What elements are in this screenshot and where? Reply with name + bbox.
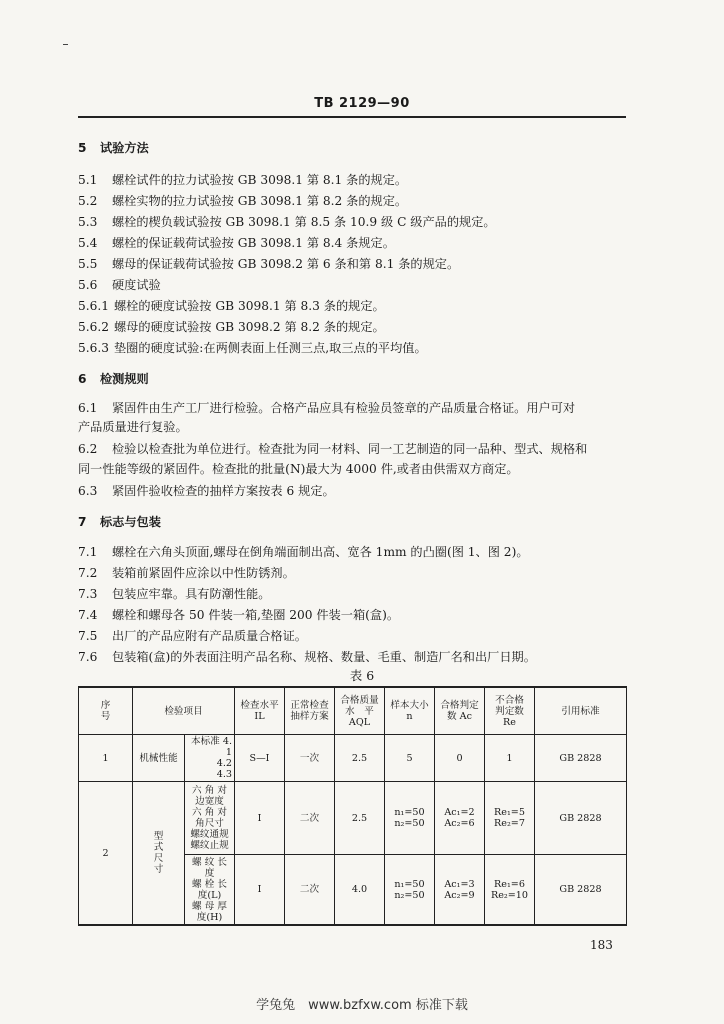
clause-number: 7.3 xyxy=(78,587,98,601)
cell-sample-size: n₁=50 n₂=50 xyxy=(385,782,435,855)
table-row xyxy=(79,735,627,782)
section-title: 试验方法 xyxy=(100,141,149,155)
clause-number: 5.3 xyxy=(78,215,98,229)
clause-text: 螺栓和螺母各 50 件装一箱,垫圈 200 件装一箱(盒)。 xyxy=(112,608,400,622)
cell-item: 机械性能 xyxy=(133,735,185,782)
clause-7-6 xyxy=(78,649,630,665)
cell-sub-item: 六 角 对 边宽度 六 角 对 角尺寸 螺纹通规 螺纹止规 xyxy=(185,782,235,855)
cell-il: S—I xyxy=(235,735,285,782)
clause-number: 5.5 xyxy=(78,257,98,271)
clause-text: 硬度试验 xyxy=(112,278,161,292)
clause-number: 7.4 xyxy=(78,608,98,622)
clause-7-4 xyxy=(78,607,630,623)
cell-aql: 2.5 xyxy=(335,782,385,855)
clause-5-2 xyxy=(78,193,630,209)
clause-number: 5.6.2 xyxy=(78,320,110,334)
clause-6-2-continued xyxy=(78,461,630,477)
clause-number: 5.2 xyxy=(78,194,98,208)
header-reference: 引用标准 xyxy=(535,687,627,735)
clause-number: 6.1 xyxy=(78,401,98,415)
clause-6-1 xyxy=(78,400,630,416)
cell-sample-size: n₁=50 n₂=50 xyxy=(385,855,435,926)
cell-accept: Ac₁=3 Ac₂=9 xyxy=(435,855,485,926)
clause-7-5 xyxy=(78,628,630,644)
cell-reject: Re₁=6 Re₂=10 xyxy=(485,855,535,926)
clause-text: 产品质量进行复验。 xyxy=(78,420,188,434)
clause-text: 螺栓的硬度试验按 GB 3098.1 第 8.3 条的规定。 xyxy=(114,299,385,313)
cell-sample-size: 5 xyxy=(385,735,435,782)
header-rule xyxy=(78,116,626,118)
clause-6-1-continued xyxy=(78,419,630,435)
clause-5-6-2 xyxy=(78,319,630,335)
header-item: 检验项目 xyxy=(133,687,235,735)
clause-6-3 xyxy=(78,483,630,499)
table-header-row xyxy=(79,687,627,735)
clause-number: 6.2 xyxy=(78,442,98,456)
cell-aql: 4.0 xyxy=(335,855,385,926)
clause-text: 出厂的产品应附有产品质量合格证。 xyxy=(112,629,307,643)
cell-plan: 二次 xyxy=(285,855,335,926)
clause-text: 螺栓试件的拉力试验按 GB 3098.1 第 8.1 条的规定。 xyxy=(112,173,408,187)
cell-seq: 1 xyxy=(79,735,133,782)
header-seq: 序 号 xyxy=(79,687,133,735)
cell-item: 型 式 尺 寸 xyxy=(133,782,185,926)
cell-plan: 二次 xyxy=(285,782,335,855)
clause-number: 7.1 xyxy=(78,545,98,559)
cell-plan: 一次 xyxy=(285,735,335,782)
section-number: 6 xyxy=(78,372,87,386)
cell-il: I xyxy=(235,855,285,926)
clause-text: 检验以检查批为单位进行。检查批为同一材料、同一工艺制造的同一品种、型式、规格和 xyxy=(112,442,588,456)
clause-text: 紧固件由生产工厂进行检验。合格产品应具有检验员签章的产品质量合格证。用户可对 xyxy=(112,401,576,415)
clause-text: 包装应牢靠。具有防潮性能。 xyxy=(112,587,271,601)
clause-number: 5.1 xyxy=(78,173,98,187)
clause-text: 螺栓的保证载荷试验按 GB 3098.1 第 8.4 条规定。 xyxy=(112,236,395,250)
cell-reject: 1 xyxy=(485,735,535,782)
header-accept: 合格判定 数 Ac xyxy=(435,687,485,735)
scan-mark xyxy=(63,44,68,45)
clause-6-2 xyxy=(78,441,630,457)
clause-5-6-3 xyxy=(78,340,630,356)
footer-watermark: 学兔兔 www.bzfxw.com 标准下载 xyxy=(256,998,468,1013)
clause-5-6 xyxy=(78,277,630,293)
section-7-heading xyxy=(78,514,630,530)
clause-5-4 xyxy=(78,235,630,251)
clause-7-3 xyxy=(78,586,630,602)
header-aql: 合格质量 水 平 AQL xyxy=(335,687,385,735)
clause-text: 紧固件验收检查的抽样方案按表 6 规定。 xyxy=(112,484,335,498)
cell-sub-item: 螺 纹 长 度 螺 栓 长 度(L) 螺 母 厚 度(H) xyxy=(185,855,235,926)
clause-text: 螺栓的楔负载试验按 GB 3098.1 第 8.5 条 10.9 级 C 级产品的规定。 xyxy=(112,215,496,229)
clause-text: 同一性能等级的紧固件。检查批的批量(N)最大为 4000 件,或者由供需双方商定。 xyxy=(78,462,519,476)
clause-number: 7.6 xyxy=(78,650,98,664)
cell-reference: GB 2828 xyxy=(535,855,627,926)
clause-7-2 xyxy=(78,565,630,581)
section-5-heading xyxy=(78,140,630,156)
section-number: 5 xyxy=(78,141,87,155)
cell-reference: GB 2828 xyxy=(535,782,627,855)
clause-text: 螺栓实物的拉力试验按 GB 3098.1 第 8.2 条的规定。 xyxy=(112,194,408,208)
cell-accept: Ac₁=2 Ac₂=6 xyxy=(435,782,485,855)
clause-5-5 xyxy=(78,256,630,272)
cell-il: I xyxy=(235,782,285,855)
cell-accept: 0 xyxy=(435,735,485,782)
clause-7-1 xyxy=(78,544,630,560)
cell-sub-item: 本标准 4.1 4.2 4.3 xyxy=(185,735,235,782)
section-title: 标志与包装 xyxy=(100,515,161,529)
header-il: 检查水平 IL xyxy=(235,687,285,735)
section-6-heading xyxy=(78,371,630,387)
cell-aql: 2.5 xyxy=(335,735,385,782)
clause-number: 5.6 xyxy=(78,278,98,292)
clause-text: 包装箱(盒)的外表面注明产品名称、规格、数量、毛重、制造厂名和出厂日期。 xyxy=(112,650,536,664)
clause-text: 垫圈的硬度试验:在两侧表面上任测三点,取三点的平均值。 xyxy=(114,341,427,355)
clause-number: 5.4 xyxy=(78,236,98,250)
clause-number: 7.5 xyxy=(78,629,98,643)
clause-text: 螺母的保证载荷试验按 GB 3098.2 第 6 条和第 8.1 条的规定。 xyxy=(112,257,460,271)
clause-5-6-1 xyxy=(78,298,630,314)
clause-text: 螺栓在六角头顶面,螺母在倒角端面制出高、宽各 1mm 的凸圈(图 1、图 2)。 xyxy=(112,545,529,559)
clause-number: 5.6.3 xyxy=(78,341,110,355)
header-reject: 不合格 判定数 Re xyxy=(485,687,535,735)
clause-5-1 xyxy=(78,172,630,188)
clause-number: 5.6.1 xyxy=(78,299,110,313)
section-number: 7 xyxy=(78,515,87,529)
header-plan: 正常检查 抽样方案 xyxy=(285,687,335,735)
header-sample-size: 样本大小 n xyxy=(385,687,435,735)
clause-number: 6.3 xyxy=(78,484,98,498)
clause-text: 螺母的硬度试验按 GB 3098.2 第 8.2 条的规定。 xyxy=(114,320,385,334)
clause-5-3 xyxy=(78,214,630,230)
table-caption: 表 6 xyxy=(349,668,375,683)
inspection-table xyxy=(78,686,627,926)
standard-number: TB 2129—90 xyxy=(314,96,410,111)
table-row xyxy=(79,782,627,855)
clause-text: 装箱前紧固件应涂以中性防锈剂。 xyxy=(112,566,295,580)
cell-reference: GB 2828 xyxy=(535,735,627,782)
cell-seq: 2 xyxy=(79,782,133,926)
cell-reject: Re₁=5 Re₂=7 xyxy=(485,782,535,855)
section-title: 检测规则 xyxy=(100,372,149,386)
page-number: 183 xyxy=(590,938,613,952)
clause-number: 7.2 xyxy=(78,566,98,580)
